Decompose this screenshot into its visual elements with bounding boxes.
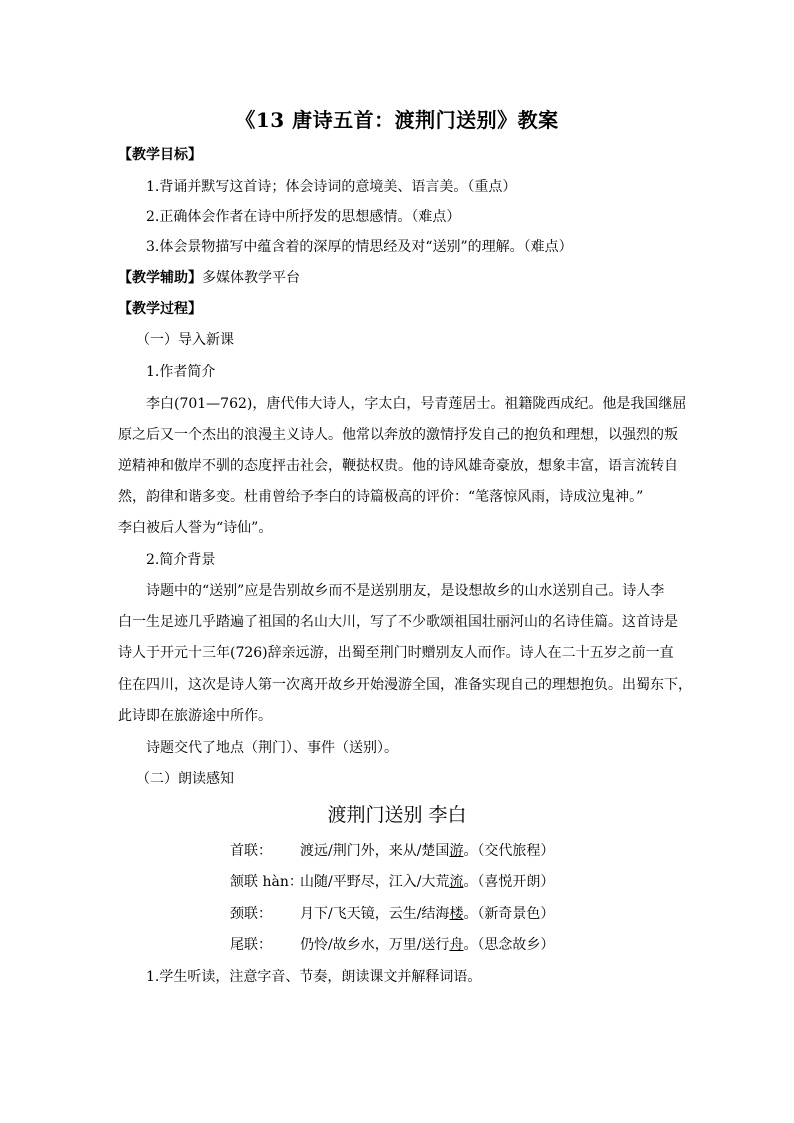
background-heading: 2.简介背景 (146, 552, 216, 568)
background-paragraph-line: 白一生足迹几乎踏遍了祖国的名山大川，写了不少歌颂祖国壮丽河山的名诗佳篇。这首诗是 (118, 614, 678, 630)
couplet-label: 颈联： (230, 906, 272, 922)
background-paragraph-line: 诗人于开元十三年(726)辞亲远游，出蜀至荆门时赠别友人而作。诗人在二十五岁之前一直 (118, 645, 674, 661)
poem-line (230, 872, 554, 892)
couplet-text: 月下/飞天镜，云生/结海 (300, 906, 450, 922)
couplet-label: 尾联： (230, 937, 272, 953)
author-intro-heading: 1.作者简介 (146, 364, 216, 380)
poem-title: 渡荆门送别 李白 (327, 804, 467, 826)
couplet-text: 渡远/荆门外，来从/楚国 (300, 843, 450, 859)
poem-line (230, 935, 554, 955)
couplet-label: 颔联 hàn： (230, 874, 303, 890)
rhyme-char: 楼 (449, 906, 464, 922)
background-paragraph-line: 住在四川，这次是诗人第一次离开故乡开始漫游全国，准备实现自己的理想抱负。出蜀东下， (118, 677, 692, 693)
couplet-label: 首联： (230, 843, 272, 859)
rhyme-char: 流 (449, 874, 464, 890)
aids-text: 多媒体教学平台 (202, 270, 300, 286)
author-paragraph-line: 原之后又一个杰出的浪漫主义诗人。他常以奔放的激情抒发自己的抱负和理想，以强烈的叛 (118, 427, 678, 443)
rhyme-char: 舟 (449, 937, 464, 953)
aids-heading: 【教学辅助】 (118, 270, 202, 286)
aids-line (118, 268, 300, 288)
poem-line (230, 904, 554, 924)
rhyme-char: 游 (449, 843, 464, 859)
goal-item: 1.背诵并默写这首诗；体会诗词的意境美、语言美。（重点） (146, 179, 517, 195)
summary-line: 诗题交代了地点（荆门）、事件（送别）。 (146, 740, 398, 756)
goal-item: 3.体会景物描写中蕴含着的深厚的情思经及对“送别”的理解。（难点） (146, 239, 573, 255)
goals-heading: 【教学目标】 (118, 147, 202, 163)
background-paragraph-line: 此诗即在旅游途中所作。 (118, 708, 272, 724)
activity-line: 1.学生听读，注意字音、节奏，朗读课文并解释词语。 (146, 969, 482, 985)
couplet-note: 。（新奇景色） (463, 906, 555, 922)
couplet-text: 仍怜/故乡水，万里/送行 (300, 937, 450, 953)
background-paragraph-line: 诗题中的“送别”应是告别故乡而不是送别朋友，是设想故乡的山水送别自己。诗人李 (146, 583, 665, 599)
couplet-text: 山随/平野尽，江入/大荒 (300, 874, 450, 890)
author-paragraph-line: 李白(701—762)，唐代伟大诗人，字太白，号青莲居士。祖籍陇西成纪。他是我国继屈 (146, 396, 687, 412)
couplet-note: 。（思念故乡） (463, 937, 555, 953)
part1-heading: （一）导入新课 (136, 332, 234, 348)
goal-item: 2.正确体会作者在诗中所抒发的思想感情。（难点） (146, 209, 461, 225)
couplet-note: 。（交代旅程） (463, 843, 555, 859)
author-paragraph-line: 然，韵律和谐多变。杜甫曾给予李白的诗篇极高的评价：“笔落惊风雨，诗成泣鬼神。” (118, 489, 644, 505)
process-heading: 【教学过程】 (118, 301, 202, 317)
couplet-note: 。（喜悦开朗） (463, 874, 555, 890)
poem-line (230, 841, 554, 861)
author-paragraph-line: 逆精神和傲岸不驯的态度抨击社会，鞭挞权贵。他的诗风雄奇豪放，想象丰富，语言流转自 (118, 458, 678, 474)
author-paragraph-line: 李白被后人誉为“诗仙”。 (118, 520, 273, 536)
page-title: 《13 唐诗五首：渡荆门送别》教案 (235, 108, 559, 132)
part2-heading: （二）朗读感知 (136, 771, 234, 787)
